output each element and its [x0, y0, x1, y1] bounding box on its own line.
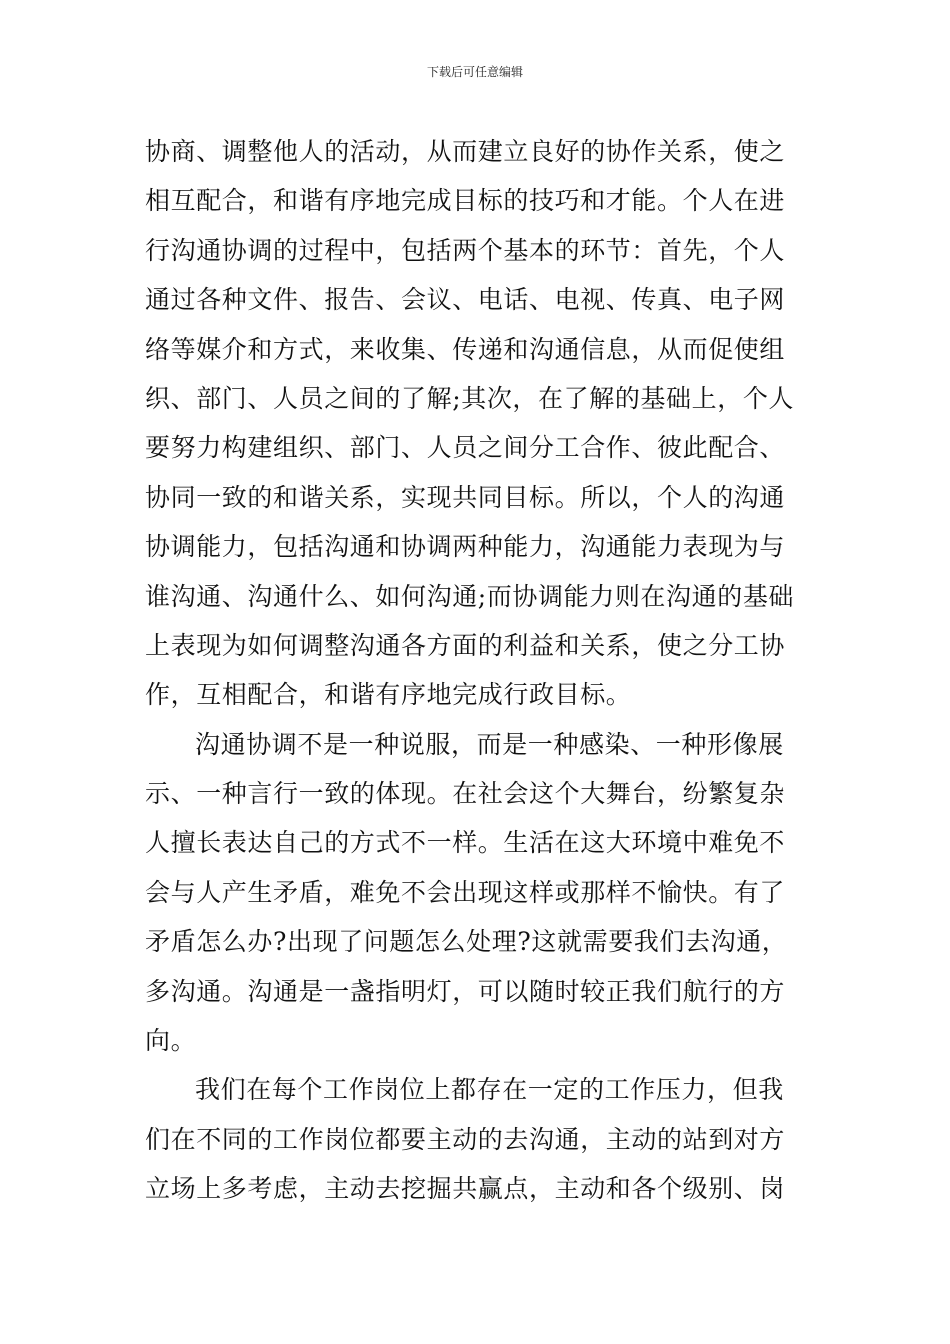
- text-line: 谁沟通、沟通什么、如何沟通;而协调能力则在沟通的基础: [145, 581, 795, 611]
- text-line: 相互配合，和谐有序地完成目标的技巧和才能。个人在进: [145, 186, 786, 216]
- text-line: 多沟通。沟通是一盏指明灯，可以随时较正我们航行的方: [145, 976, 786, 1006]
- text-line: 协商、调整他人的活动，从而建立良好的协作关系，使之: [145, 137, 786, 166]
- text-line: 协同一致的和谐关系，实现共同目标。所以，个人的沟通: [145, 482, 786, 512]
- text-line: 要努力构建组织、部门、人员之间分工合作、彼此配合、: [145, 433, 786, 463]
- text-line: 沟通协调不是一种说服，而是一种感染、一种形像展: [195, 729, 784, 759]
- page-header-note: 下载后可任意编辑: [426, 65, 523, 79]
- text-line: 我们在每个工作岗位上都存在一定的工作压力，但我: [195, 1075, 784, 1105]
- text-line: 们在不同的工作岗位都要主动的去沟通，主动的站到对方: [145, 1124, 786, 1154]
- text-line: 行沟通协调的过程中，包括两个基本的环节：首先，个人: [145, 235, 786, 265]
- text-line: 立场上多考虑，主动去挖掘共赢点，主动和各个级别、岗: [145, 1174, 786, 1204]
- text-line: 络等媒介和方式，来收集、传递和沟通信息，从而促使组: [145, 334, 786, 364]
- text-line: 作，互相配合，和谐有序地完成行政目标。: [145, 680, 632, 710]
- document-body: [145, 127, 810, 1214]
- text-line: 协调能力，包括沟通和协调两种能力，沟通能力表现为与: [145, 532, 786, 562]
- text-line: 人擅长表达自己的方式不一样。生活在这大环境中难免不: [145, 828, 786, 858]
- text-line: 上表现为如何调整沟通各方面的利益和关系，使之分工协: [145, 630, 786, 660]
- text-line: 向。: [145, 1026, 197, 1056]
- text-line: 织、部门、人员之间的了解;其次，在了解的基础上，个人: [145, 383, 795, 413]
- text-line: 矛盾怎么办?出现了问题怎么处理?这就需要我们去沟通，: [145, 927, 788, 957]
- text-line: 通过各种文件、报告、会议、电话、电视、传真、电子网: [145, 285, 786, 315]
- text-line: 会与人产生矛盾，难免不会出现这样或那样不愉快。有了: [145, 877, 786, 907]
- text-line: 示、一种言行一致的体现。在社会这个大舞台，纷繁复杂: [145, 779, 786, 809]
